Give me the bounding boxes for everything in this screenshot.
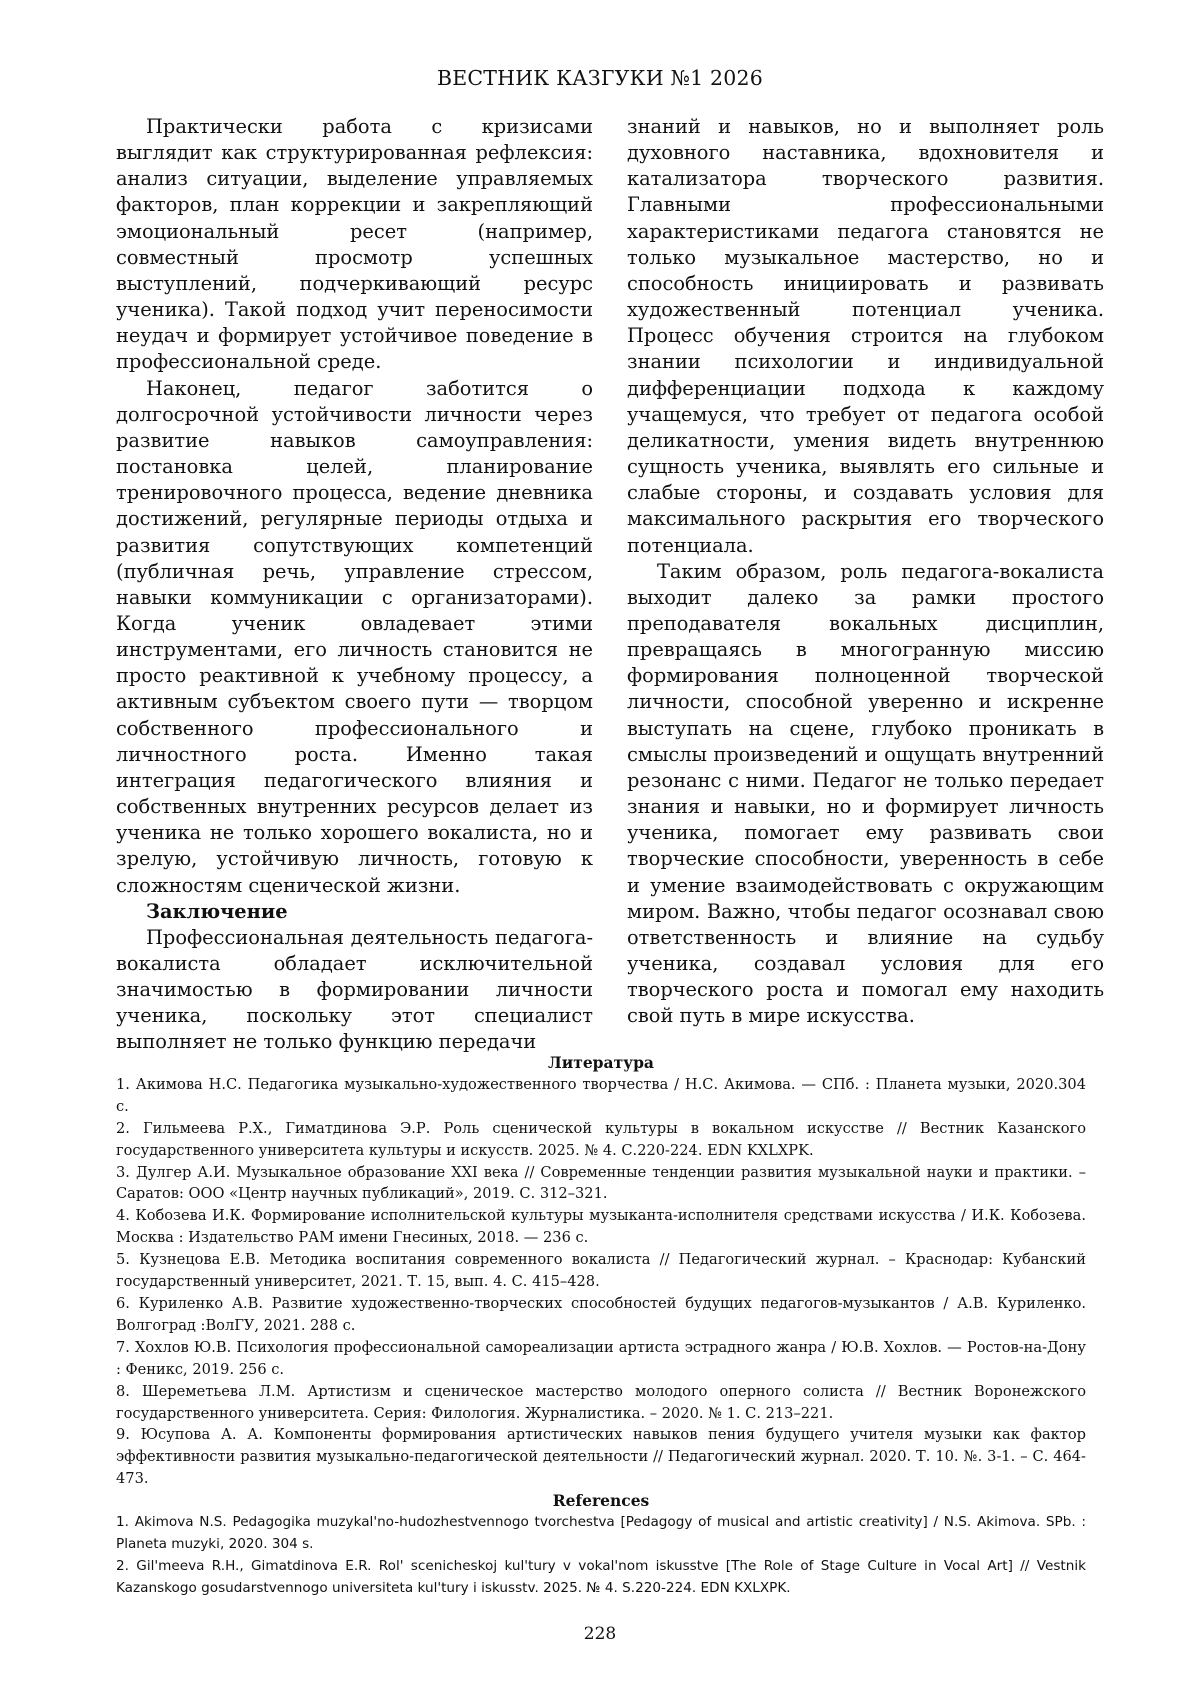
reference-item: 1. Akimova N.S. Pedagogika muzykal'no-hudozhestvennogo tvorchestva [Pedagogy of musical and artistic creativity] / N.S. Akimova. SPb. : Planeta muzyki, 2020. 304 s. bbox=[116, 1514, 1086, 1552]
body-paragraph: Профессиональная деятельность педагога-вокалиста обладает исключительной значимостью в формировании личности ученика, поскольку этот специалист выполняет не только функцию передачи bbox=[116, 925, 593, 1054]
literature-item: 7. Хохлов Ю.В. Психология профессиональной самореализации артиста эстрадного жанра / Ю.В. Хохлов. — Ростов-на-Дону : Феникс, 2019. 256 с. bbox=[116, 1338, 1086, 1378]
body-columns bbox=[116, 114, 1104, 1054]
running-header: ВЕСТНИК КАЗГУКИ №1 2026 bbox=[436, 66, 764, 90]
body-paragraph: Практически работа с кризисами выглядит как структурированная рефлексия: анализ ситуации, выделение управляемых факторов, план коррекции и закрепляющий эмоциональный ресет (например, совместный просмотр успешных выступлений, подчеркивающий ресурс ученика). Такой подход учит переносимости неудач и формирует устойчивое поведение в профессиональной среде. bbox=[116, 115, 593, 374]
right-column bbox=[627, 114, 1104, 1029]
references-block bbox=[116, 1490, 1086, 1600]
literature-item: 2. Гильмеева Р.Х., Гиматдинова Э.Р. Роль сценической культуры в вокальном искусстве // Вестник Казанского государственного университета культуры и искусств. 2025. № 4. С.220-224. EDN KXLXPK. bbox=[116, 1119, 1086, 1159]
literature-item: 4. Кобозева И.К. Формирование исполнительской культуры музыканта-исполнителя средствами искусства / И.К. Кобозева. Москва : Издательство РАМ имени Гнесиных, 2018. — 236 с. bbox=[116, 1207, 1086, 1247]
literature-item: 6. Куриленко А.В. Развитие художественно-творческих способностей будущих педагогов-музыкантов / А.В. Куриленко. Волгоград :ВолГУ, 2021. 288 с. bbox=[116, 1294, 1086, 1334]
reference-item: 2. Gil'meeva R.H., Gimatdinova E.R. Rol' scenicheskoj kul'tury v vokal'nom iskusstve [The Role of Stage Culture in Vocal Art] // Vestnik Kazanskogo gosudarstvennogo universiteta kul'tury i iskusstv. 2025. № 4. S.220-224. EDN KXLXPK. bbox=[116, 1557, 1086, 1596]
literature-item: 1. Акимова Н.С. Педагогика музыкально-художественного творчества / Н.С. Акимова. — СПб. : Планета музыки, 2020.304 с. bbox=[116, 1075, 1086, 1115]
section-heading-conclusion: Заключение bbox=[146, 899, 288, 923]
literature-item: 8. Шереметьева Л.М. Артистизм и сценическое мастерство молодого оперного солиста // Вестник Воронежского государственного университета. Серия: Филология. Журналистика. – 2020. № 1. С. 213–221. bbox=[116, 1382, 1086, 1422]
body-paragraph: знаний и навыков, но и выполняет роль духовного наставника, вдохновителя и катализатора творческого развития. Главными профессиональными характеристиками педагога становятся не только музыкальное мастерство, но и способность инициировать и развивать художественный потенциал ученика. Процесс обучения строится на глубоком знании психологии и индивидуальной дифференциации подхода к каждому учащемуся, что требует от педагога особой деликатности, умения видеть внутреннюю сущность ученика, выявлять его сильные и слабые стороны, и создавать условия для максимального раскрытия его творческого потенциала. bbox=[627, 115, 1104, 557]
literature-item: 3. Дулгер А.И. Музыкальное образование XXI века // Современные тенденции развития музыкальной науки и практики. – Саратов: ООО «Центр научных публикаций», 2019. С. 312–321. bbox=[116, 1163, 1086, 1203]
left-column bbox=[116, 114, 593, 1056]
bibliography bbox=[116, 1052, 1086, 1600]
literature-item: 9. Юсупова А. А. Компоненты формирования артистических навыков пения будущего учителя музыки как фактор эффективности развития музыкально-педагогической деятельности // Педагогический журнал. 2020. Т. 10. №. 3-1. – С. 464-473. bbox=[116, 1426, 1086, 1488]
literature-heading: Литература bbox=[548, 1053, 654, 1072]
page-number: 228 bbox=[583, 1624, 617, 1644]
literature-item: 5. Кузнецова Е.В. Методика воспитания современного вокалиста // Педагогический журнал. – Краснодар: Кубанский государственный университет, 2021. Т. 15, вып. 4. С. 415–428. bbox=[116, 1251, 1086, 1291]
body-paragraph: Наконец, педагог заботится о долгосрочной устойчивости личности через развитие навыков самоуправления: постановка целей, планирование тренировочного процесса, ведение дневника достижений, регулярные периоды отдыха и развития сопутствующих компетенций (публичная речь, управление стрессом, навыки коммуникации с организаторами). Когда ученик овладевает этими инструментами, его личность становится не просто реактивной к учебному процессу, а активным субъектом своего пути — творцом собственного профессионального и личностного роста. Именно такая интеграция педагогического влияния и собственных внутренних ресурсов делает из ученика не только хорошего вокалиста, но и зрелую, устойчивую личность, готовую к сложностям сценической жизни. bbox=[116, 376, 593, 897]
references-heading: References bbox=[552, 1491, 650, 1511]
body-paragraph: Таким образом, роль педагога-вокалиста выходит далеко за рамки простого преподавателя вокальных дисциплин, превращаясь в многогранную миссию формирования полноценной творческой личности, способной уверенно и искренне выступать на сцене, глубоко проникать в смыслы произведений и ощущать внутренний резонанс с ними. Педагог не только передает знания и навыки, но и формирует личность ученика, помогает ему развивать свои творческие способности, уверенность в себе и умение взаимодействовать с окружающим миром. Важно, чтобы педагог осознавал свою ответственность и влияние на судьбу ученика, создавал условия для его творческого роста и помогал ему находить свой путь в мире искусства. bbox=[627, 559, 1104, 1028]
